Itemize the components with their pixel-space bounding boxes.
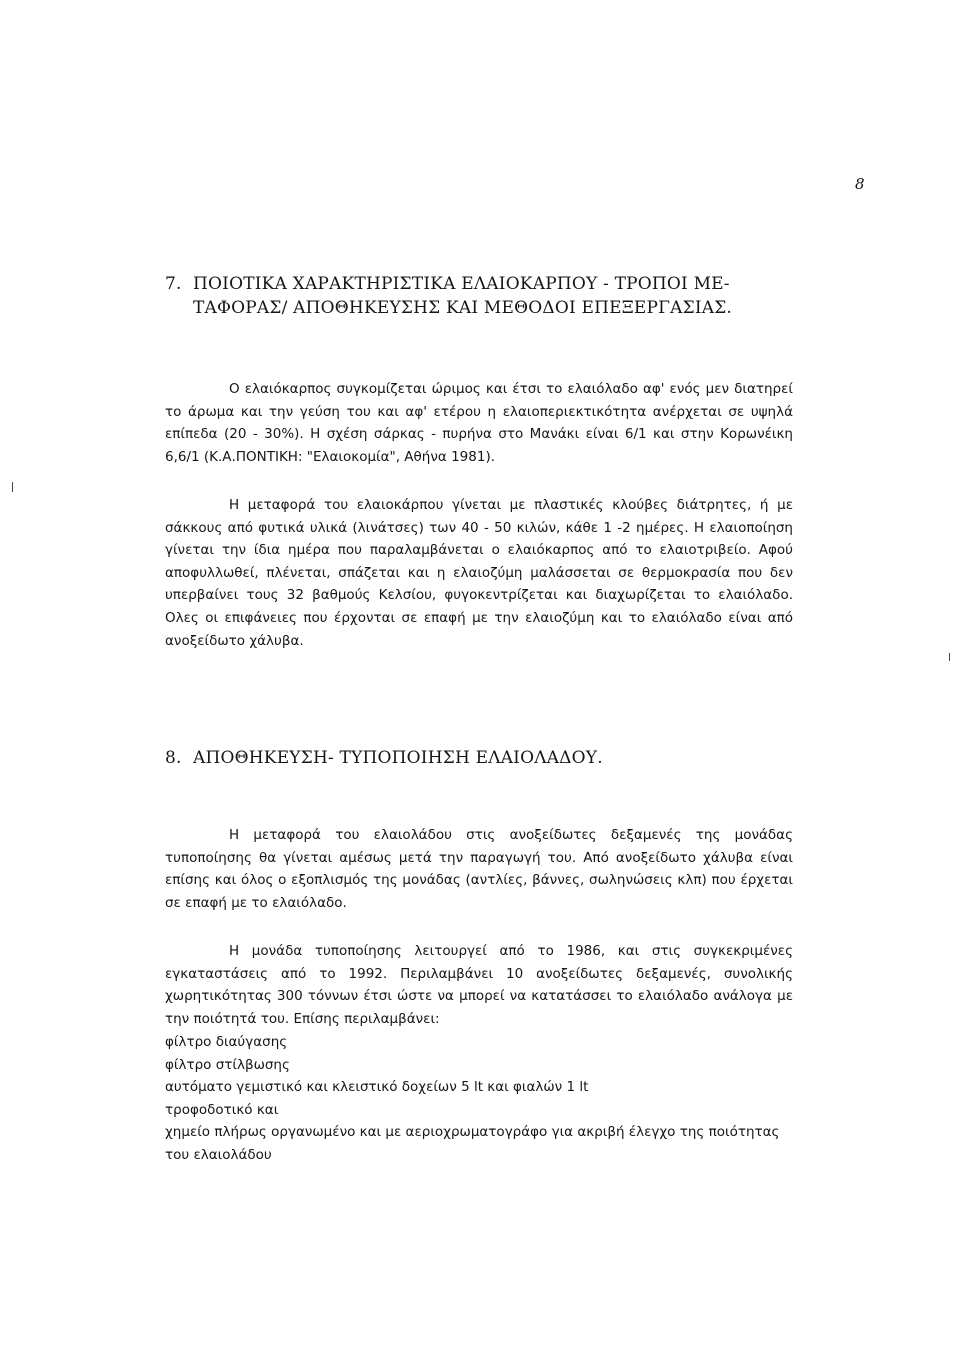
list-item: φίλτρο στίλβωσης bbox=[165, 1056, 290, 1073]
section-8-paragraph-1: Η μεταφορά του ελαιολάδου στις ανοξείδωτες δεξαμενές της μονάδας τυποποίησης θα γίνεται αμέσως μετά την παραγωγή του. Από ανοξείδωτο χάλυβα είναι επίσης και όλος ο εξοπλισμός της μονάδας (αντλίες, βάννες, σωληνώσεις κλπ) που έρχεται σε επαφή με το ελαιόλαδο. bbox=[165, 827, 793, 911]
equipment-list bbox=[165, 1031, 793, 1167]
list-item: αυτόματο γεμιστικό και κλειστικό δοχείων 5 lt και φιαλών 1 lt bbox=[165, 1079, 589, 1096]
section-8-paragraph-2: Η μονάδα τυποποίησης λειτουργεί από το 1986, και στις συγκεκριμένες εγκαταστάσεις από το 1992. Περιλαμβάνει 10 ανοξείδωτες δεξαμενές, συνολικής χωρητικότητας 300 τόννων έτσι ώστε να μπορεί να κατατάσσει το ελαιόλαδο ανάλογα με την ποιότητά του. Επίσης περιλαμβάνει: bbox=[165, 943, 793, 1027]
scan-speck bbox=[12, 482, 13, 492]
section-7-title-line-1: ΠΟΙΟΤΙΚΑ ΧΑΡΑΚΤΗΡΙΣΤΙΚΑ ΕΛΑΙΟΚΑΡΠΟΥ - ΤΡΟΠΟΙ ΜΕ- bbox=[193, 274, 730, 294]
section-8-title: ΑΠΟΘΗΚΕΥΣΗ- ΤΥΠΟΠΟΙΗΣΗ ΕΛΑΙΟΛΑΔΟΥ. bbox=[193, 748, 603, 768]
section-7-paragraph-1: Ο ελαιόκαρπος συγκομίζεται ώριμος και έτσι το ελαιόλαδο αφ' ενός μεν διατηρεί το άρωμα και την γεύση του και αφ' ετέρου η ελαιοπεριεκτικότητα ανέρχεται σε υψηλά επίπεδα (20 - 30%). Η σχέση σάρκας - πυρήνα στο Μανάκι είναι 6/1 και στην Κορωνέικη 6,6/1 (Κ.Α.ΠΟΝΤΙΚΗ: "Ελαιοκομία", Αθήνα 1981). bbox=[165, 381, 793, 465]
section-8-heading bbox=[165, 746, 603, 770]
section-7-heading bbox=[165, 272, 805, 320]
page-number: 8 bbox=[855, 175, 865, 193]
scan-speck bbox=[949, 653, 950, 661]
section-7-number: 7. bbox=[165, 274, 182, 294]
section-7-title-line-2: ΤΑΦΟΡΑΣ/ ΑΠΟΘΗΚΕΥΣΗΣ ΚΑΙ ΜΕΘΟΔΟΙ ΕΠΕΞΕΡΓΑΣΙΑΣ. bbox=[193, 298, 733, 318]
list-item: τροφοδοτικό και bbox=[165, 1101, 279, 1118]
list-item: χημείο πλήρως οργανωμένο και με αεριοχρωματογράφο για ακριβή έλεγχο της ποιότητας του ελαιολάδου bbox=[165, 1124, 780, 1163]
section-8-number: 8. bbox=[165, 748, 182, 768]
list-item: φίλτρο διαύγασης bbox=[165, 1034, 288, 1050]
section-7-paragraph-2: Η μεταφορά του ελαιοκάρπου γίνεται με πλαστικές κλούβες διάτρητες, ή με σάκκους από φυτικά υλικά (λινάτσες) των 40 - 50 κιλών, κάθε 1 -2 ημέρες. Η ελαιοποίηση γίνεται την ίδια ημέρα που παραλαμβάνεται ο ελαιόκαρπος από το ελαιοτριβείο. Αφού αποφυλλωθεί, πλένεται, σπάζεται και η ελαιοζύμη μαλάσσεται σε θερμοκρασία που δεν υπερβαίνει τους 32 βαθμούς Κελσίου, φυγοκεντρίζεται και διαχωρίζεται το ελαιόλαδο. Ολες οι επιφάνειες που έρχονται σε επαφή με την ελαιοζύμη και το ελαιόλαδο είναι από ανοξείδωτο χάλυβα. bbox=[165, 497, 793, 649]
